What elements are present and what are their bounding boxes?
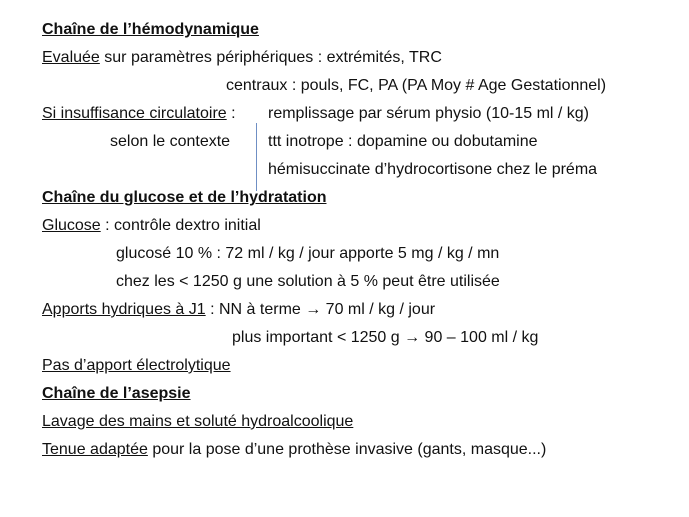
selon-contexte-text: selon le contexte xyxy=(110,133,231,150)
plus-important-text: plus important < 1250 g → 90 – 100 ml / kg xyxy=(232,329,539,346)
lavage-text: Lavage des mains et soluté hydroalcoolique xyxy=(42,413,354,430)
glucose-10-text: glucosé 10 % : 72 ml / kg / jour apporte 5 mg / kg / mn xyxy=(116,245,500,262)
apports-text: : NN à terme → 70 ml / kg / jour xyxy=(205,301,436,318)
hemo-evaluee-line xyxy=(42,48,442,68)
bracket-line xyxy=(256,123,257,191)
apports-line xyxy=(42,300,435,320)
hemisuccinate-text: hémisuccinate d’hydrocortisone chez le préma xyxy=(268,161,598,178)
asepsie-title: Chaîne de l’asepsie xyxy=(42,385,191,402)
glucose-controle-line xyxy=(42,216,261,236)
evaluee-label: Evaluée xyxy=(42,49,100,66)
tenue-label: Tenue adaptée xyxy=(42,441,148,458)
tenue-line xyxy=(42,440,546,460)
pas-apport-text: Pas d’apport électrolytique xyxy=(42,357,231,374)
glucose-chez-text: chez les < 1250 g une solution à 5 % peut être utilisée xyxy=(116,273,500,290)
evaluee-text: sur paramètres périphériques : extrémités, TRC xyxy=(99,49,442,66)
tenue-text: pour la pose d’une prothèse invasive (gants, masque...) xyxy=(147,441,547,458)
si-insuffisance-colon: : xyxy=(226,105,236,122)
ttt-inotrope-text: ttt inotrope : dopamine ou dobutamine xyxy=(268,133,538,150)
hemo-centraux-line: centraux : pouls, FC, PA (PA Moy # Age Gestationnel) xyxy=(226,77,607,94)
remplissage-text: remplissage par sérum physio (10-15 ml / kg) xyxy=(268,105,590,122)
apports-label: Apports hydriques à J1 xyxy=(42,301,206,318)
glucose-title: Chaîne du glucose et de l’hydratation xyxy=(42,189,327,206)
glucose-label: Glucose xyxy=(42,217,101,234)
si-insuffisance-label: Si insuffisance circulatoire xyxy=(42,105,227,122)
hemo-title: Chaîne de l’hémodynamique xyxy=(42,21,259,38)
si-insuffisance-label-line xyxy=(42,104,236,124)
glucose-controle-text: : contrôle dextro initial xyxy=(100,217,261,234)
